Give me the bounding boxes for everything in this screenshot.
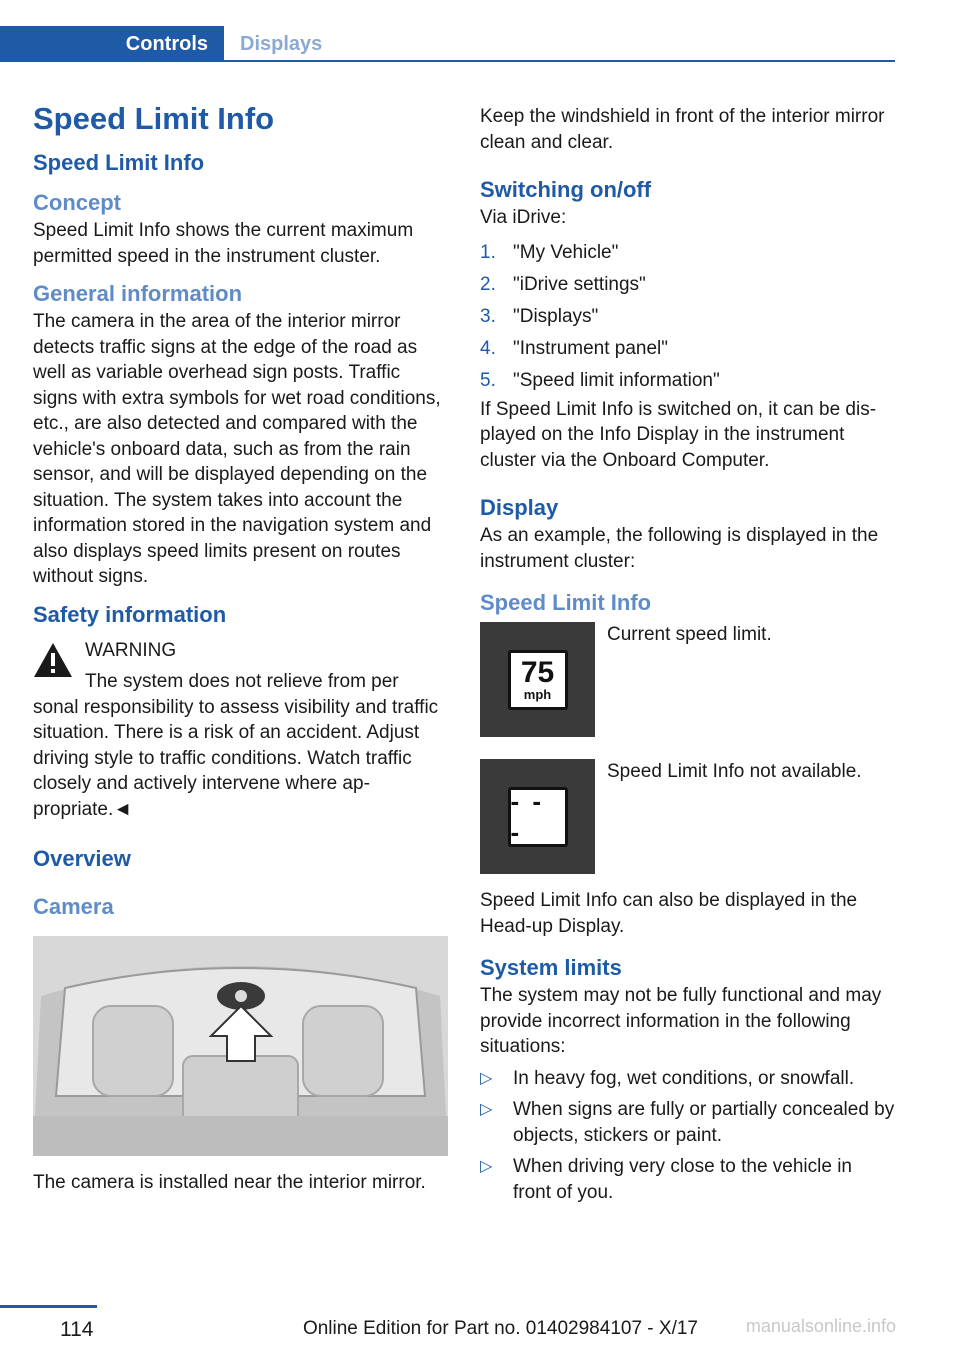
heading-display: Display <box>480 495 559 520</box>
edition-text: Online Edition for Part no. 01402984107 - X/17 <box>302 1318 698 1339</box>
camera-location-illustration <box>33 936 448 1156</box>
left-column <box>33 98 448 1196</box>
idrive-steps-list <box>480 237 895 397</box>
display-text: As an example, the following is displayed in the instrument cluster: <box>480 525 879 572</box>
camera-caption: The camera is installed near the interior mirror. <box>33 1172 426 1193</box>
not-available-sign <box>508 787 568 847</box>
not-available-dashes: - - - <box>510 785 545 847</box>
heading-switching-on-off: Switching on/off <box>480 177 652 202</box>
heading-general-information: General information <box>33 281 243 306</box>
warning-title: WARNING <box>85 639 177 661</box>
speed-limit-value: 75 <box>520 655 555 689</box>
hud-text: Speed Limit Info can also be displayed in the Head-up Display. <box>480 890 858 937</box>
warning-text-first-line: The system does not relieve from per <box>85 671 399 692</box>
section-heading-speed-limit-info: Speed Limit Info <box>33 150 205 175</box>
windshield-text: Keep the windshield in front of the interior mirror clean and clear. <box>480 106 885 153</box>
display-example-text: Current speed limit. <box>607 624 772 645</box>
system-limits-text: The system may not be fully functional and may provide incorrect information in the following situations: <box>480 985 882 1057</box>
speed-limit-unit: mph <box>523 686 552 702</box>
speed-limit-sign <box>508 650 568 710</box>
list-item: 1. "My Vehicle" <box>480 241 619 263</box>
section-tab-bar <box>0 26 895 62</box>
list-item: 4. "Instrument panel" <box>480 337 669 359</box>
heading-concept: Concept <box>33 190 121 215</box>
warning-block <box>33 638 448 823</box>
concept-text: Speed Limit Info shows the current maximum permitted speed in the instrument cluster. <box>33 220 414 267</box>
list-item: 5. "Speed limit information" <box>480 369 720 391</box>
footer-rule <box>0 1305 97 1308</box>
right-column <box>480 98 895 1211</box>
heading-speed-limit-info-display: Speed Limit Info <box>480 590 652 615</box>
list-item: ▷ When signs are fully or partially concealed by objects, stickers or paint. <box>480 1097 895 1148</box>
warning-text: sonal responsibility to assess visibility and traffic situation. There is a risk of an accident. Adjust driving style to traffic conditions. Watch traffic closely and actively intervene where appropriate.◄ <box>33 696 439 820</box>
tab-displays[interactable]: Displays <box>240 32 323 55</box>
bullet-triangle-icon: ▷ <box>480 1069 493 1087</box>
page-title: Speed Limit Info <box>33 101 275 136</box>
general-information-text: The camera in the area of the interior mirror detects traffic signs at the edge of the road as well as variable overhead sign posts. Traffic signs with extra symbols for wet road conditions, etc., are also detected and compared with the vehicle's onboard data, such as from the rain sensor, and will be displayed depending on the situation. The system takes into account the information stored in the navigation system and also displays speed limits present on routes without signs. <box>33 311 441 587</box>
list-item: ▷ In heavy fog, wet conditions, or snowfall. <box>480 1066 895 1092</box>
list-item: ▷ When driving very close to the vehicle in front of you. <box>480 1154 895 1205</box>
speed-limit-sign-image <box>480 622 595 737</box>
page-number: 114 <box>60 1318 94 1341</box>
bullet-triangle-icon: ▷ <box>480 1158 493 1175</box>
warning-triangle-icon <box>33 642 73 678</box>
list-item: 2. "iDrive settings" <box>480 273 646 295</box>
display-example-not-available <box>480 759 895 874</box>
heading-safety-information: Safety information <box>33 601 227 627</box>
heading-system-limits: System limits <box>480 955 622 980</box>
display-example-text: Speed Limit Info not available. <box>607 761 862 782</box>
via-idrive-text: Via iDrive: <box>480 207 567 228</box>
heading-overview: Overview <box>33 846 131 871</box>
switch-after-text: If Speed Limit Info is switched on, it can be displayed on the Info Display in the instrument cluster via the Onboard Computer. <box>480 398 877 471</box>
list-item: 3. "Displays" <box>480 305 599 327</box>
watermark: manualsonline.info <box>745 1316 896 1336</box>
not-available-sign-image <box>480 759 595 874</box>
system-limits-list <box>480 1066 895 1206</box>
heading-camera: Camera <box>33 894 114 919</box>
bullet-triangle-icon: ▷ <box>480 1101 493 1118</box>
tab-controls[interactable]: Controls <box>0 26 224 62</box>
display-example-speed-limit <box>480 622 895 737</box>
